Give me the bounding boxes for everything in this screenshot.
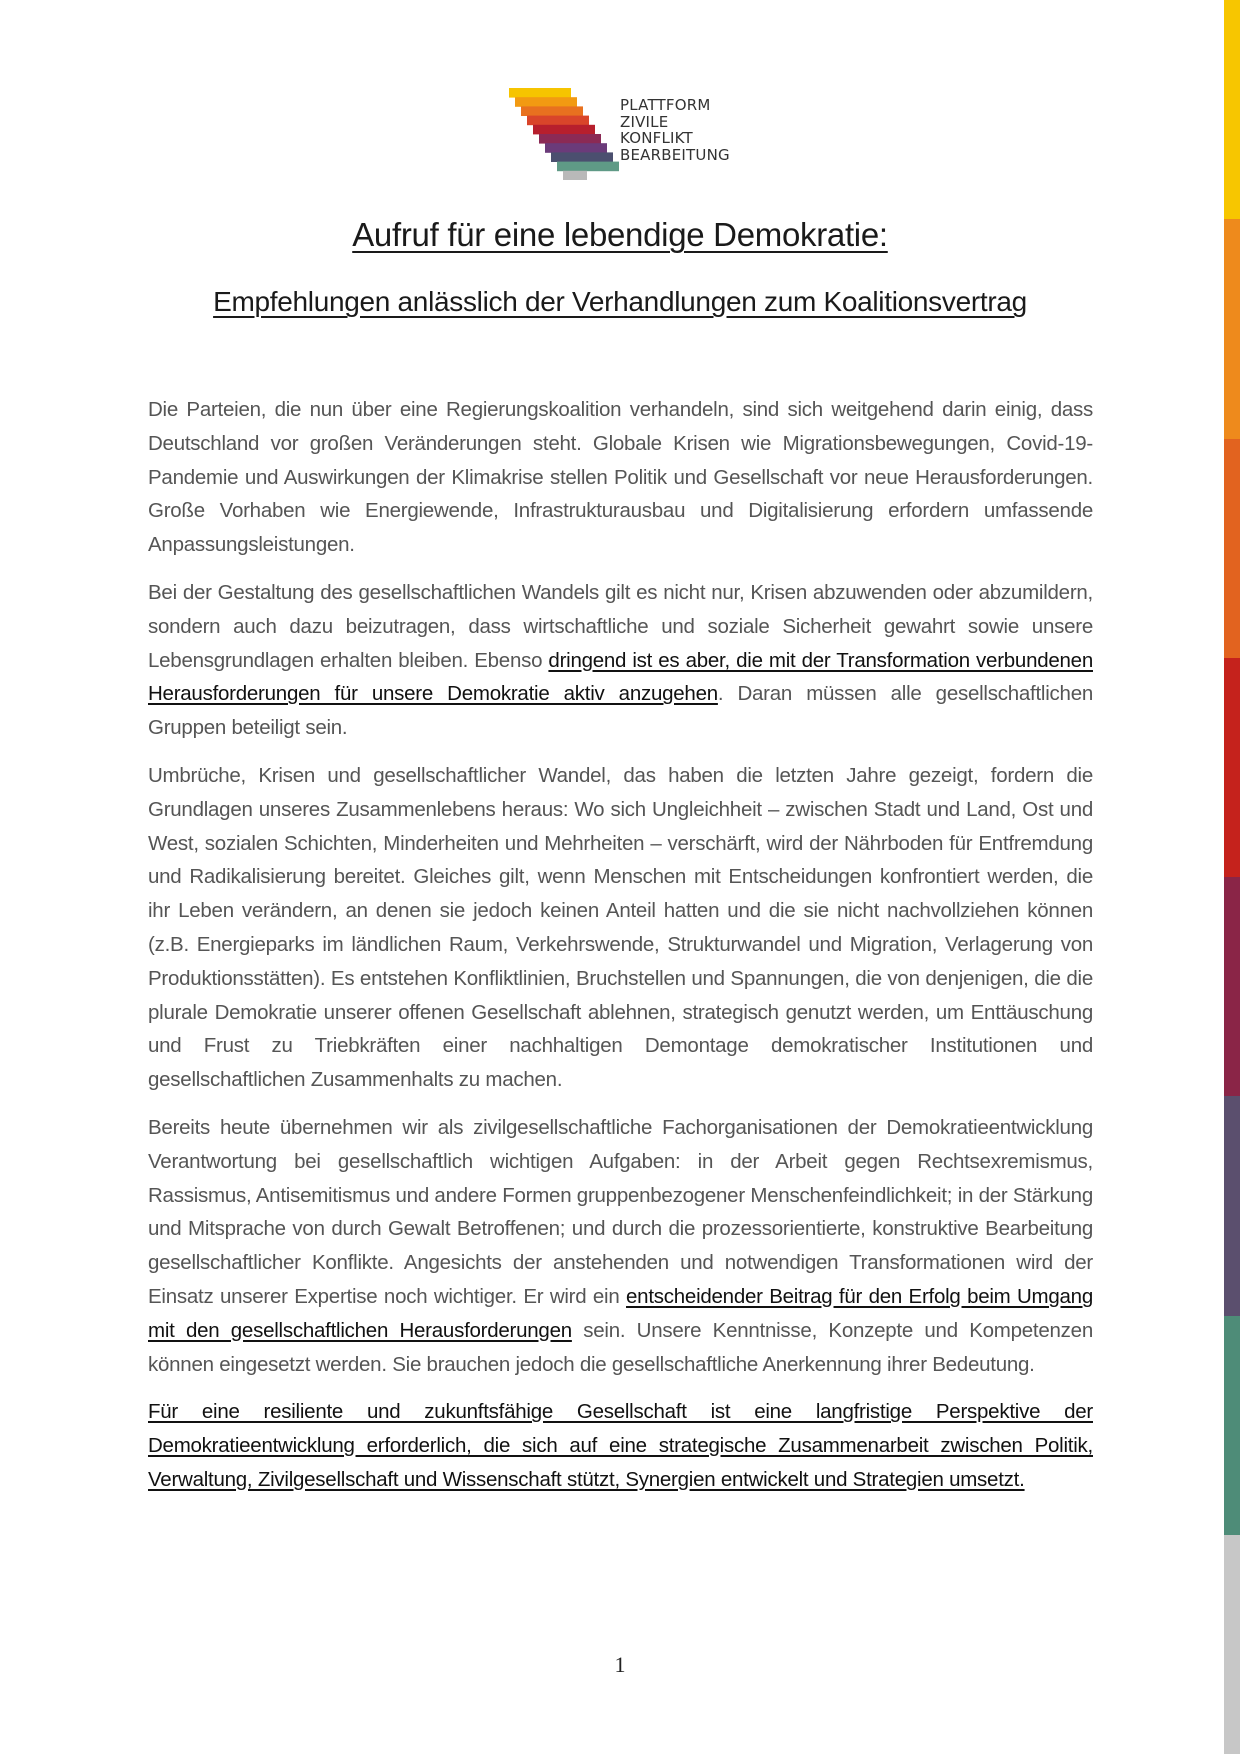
closing-statement: Für eine resiliente und zukunftsfähige Gesellschaft ist eine langfristige Perspektive der Demokratieentwicklung erforderlich, die sich auf eine strategische Zusammenarbeit zwischen Politik, Verwaltung, Zivilgesellschaft und Wissenschaft stützt, Synergien entwickelt und Strategien umsetzt. xyxy=(148,1400,1093,1491)
logo-bar xyxy=(533,125,595,135)
page-number: 1 xyxy=(614,1652,626,1677)
paragraph: Die Parteien, die nun über eine Regierungskoalition verhandeln, sind sich weitgehend darin einig, dass Deutschland vor großen Veränderungen steht. Globale Krisen wie Migrationsbewegungen, Covid-19-Pandemie und Auswirkungen der Klimakrise stellen Politik und Gesellschaft vor neue Herausforderungen. Große Vorhaben wie Energiewende, Infrastrukturausbau und Digitalisierung erfordern umfassende Anpassungsleistungen. xyxy=(148,398,1093,557)
paragraph-text: Bei der Gestaltung des gesellschaftlichen Wandels gilt es nicht nur, Krisen abzuwenden oder abzumildern, sondern auch dazu beizutragen, dass wirtschaftliche und soziale Sicherheit gewahrt sowie unsere Lebensgrundlagen erhalten bleiben. Ebenso xyxy=(148,580,1093,672)
logo-bar xyxy=(539,134,601,144)
paragraph: Umbrüche, Krisen und gesellschaftlicher Wandel, das haben die letzten Jahre gezeigt, fordern die Grundlagen unseres Zusammenlebens heraus: Wo sich Ungleichheit – zwischen Stadt und Land, Ost und West, sozialen Schichten, Minderheiten und Mehrheiten – verschärft, wird der Nährboden für Entfremdung und Radikalisierung bereitet. Gleiches gilt, wenn Menschen mit Entscheidungen konfrontiert werden, die ihr Leben verändern, an denen sie jedoch keinen Anteil hatten und die sie nicht nachvollziehen können (z.B. Energieparks im ländlichen Raum, Verkehrswende, Strukturwandel und Migration, Verlagerung von Produktionsstätten). Es entstehen Konfliktlinien, Bruchstellen und Spannungen, die von denjenigen, die die plurale Demokratie unserer offenen Gesellschaft ablehnen, strategisch genutzt werden, um Enttäuschung und Frust zu Triebkräften einer nachhaltigen Demontage demokratischer Institutionen und gesellschaftlichen Zusammenhalts zu machen. xyxy=(148,763,1093,1092)
paragraph-text: . Daran müssen alle gesellschaftlichen Gruppen beteiligt sein. xyxy=(148,682,1093,740)
logo-bar xyxy=(545,143,607,153)
paragraph-text: sein. Unsere Kenntnisse, Konzepte und Kompetenzen können eingesetzt werden. Sie brauchen jedoch die gesellschaftliche Anerkennung ihrer Bedeutung. xyxy=(148,1318,1093,1376)
logo-wordmark xyxy=(620,97,730,163)
logo-line: ZIVILE xyxy=(620,112,669,131)
logo-line: BEARBEITUNG xyxy=(620,145,730,164)
side-color-stripe xyxy=(1224,0,1240,1754)
emphasis-underline: dringend ist es aber, die mit der Transformation verbundenen Herausforderungen für unsere Demokratie aktiv anzugehen xyxy=(148,648,1093,706)
logo-bar xyxy=(563,171,587,180)
paragraph-text: Bereits heute übernehmen wir als zivilgesellschaftliche Fachorganisationen der Demokratieentwicklung Verantwortung bei gesellschaftlich wichtigen Aufgaben: in der Arbeit gegen Rechtsexremismus, Rassismus, Antisemitismus und andere Formen gruppenbezogener Menschenfeindlichkeit; in der Stärkung und Mitsprache von durch Gewalt Betroffenen; und durch die prozessorientierte, konstruktive Bearbeitung gesellschaftlicher Konflikte. Angesichts der anstehenden und notwendigen Transformationen wird der Einsatz unserer Expertise noch wichtiger. Er wird ein xyxy=(148,1115,1093,1308)
stripe-dark-orange xyxy=(1224,439,1240,658)
page-title: Aufruf für eine lebendige Demokratie: xyxy=(352,216,888,253)
stripe-grey xyxy=(1224,1535,1240,1754)
logo-line: PLATTFORM xyxy=(620,96,711,114)
stripe-yellow xyxy=(1224,0,1240,219)
stripe-slate xyxy=(1224,1096,1240,1315)
stripe-red xyxy=(1224,658,1240,877)
logo-line: KONFLIKT xyxy=(620,129,693,147)
logo-bar xyxy=(515,97,577,107)
emphasis-underline: entscheidender Beitrag für den Erfolg beim Umgang mit den gesellschaftlichen Herausforderungen xyxy=(148,1284,1093,1342)
logo-bar xyxy=(521,106,583,116)
logo-bar xyxy=(557,162,619,172)
page-subtitle: Empfehlungen anlässlich der Verhandlungen zum Koalitionsvertrag xyxy=(213,286,1027,317)
logo-bar xyxy=(551,152,613,162)
logo-bar xyxy=(509,88,571,98)
stripe-purple xyxy=(1224,877,1240,1096)
stripe-green xyxy=(1224,1316,1240,1535)
paragraph xyxy=(148,576,1093,745)
body-text xyxy=(148,393,1093,1511)
logo-bar xyxy=(527,116,589,126)
paragraph xyxy=(148,1111,1093,1381)
